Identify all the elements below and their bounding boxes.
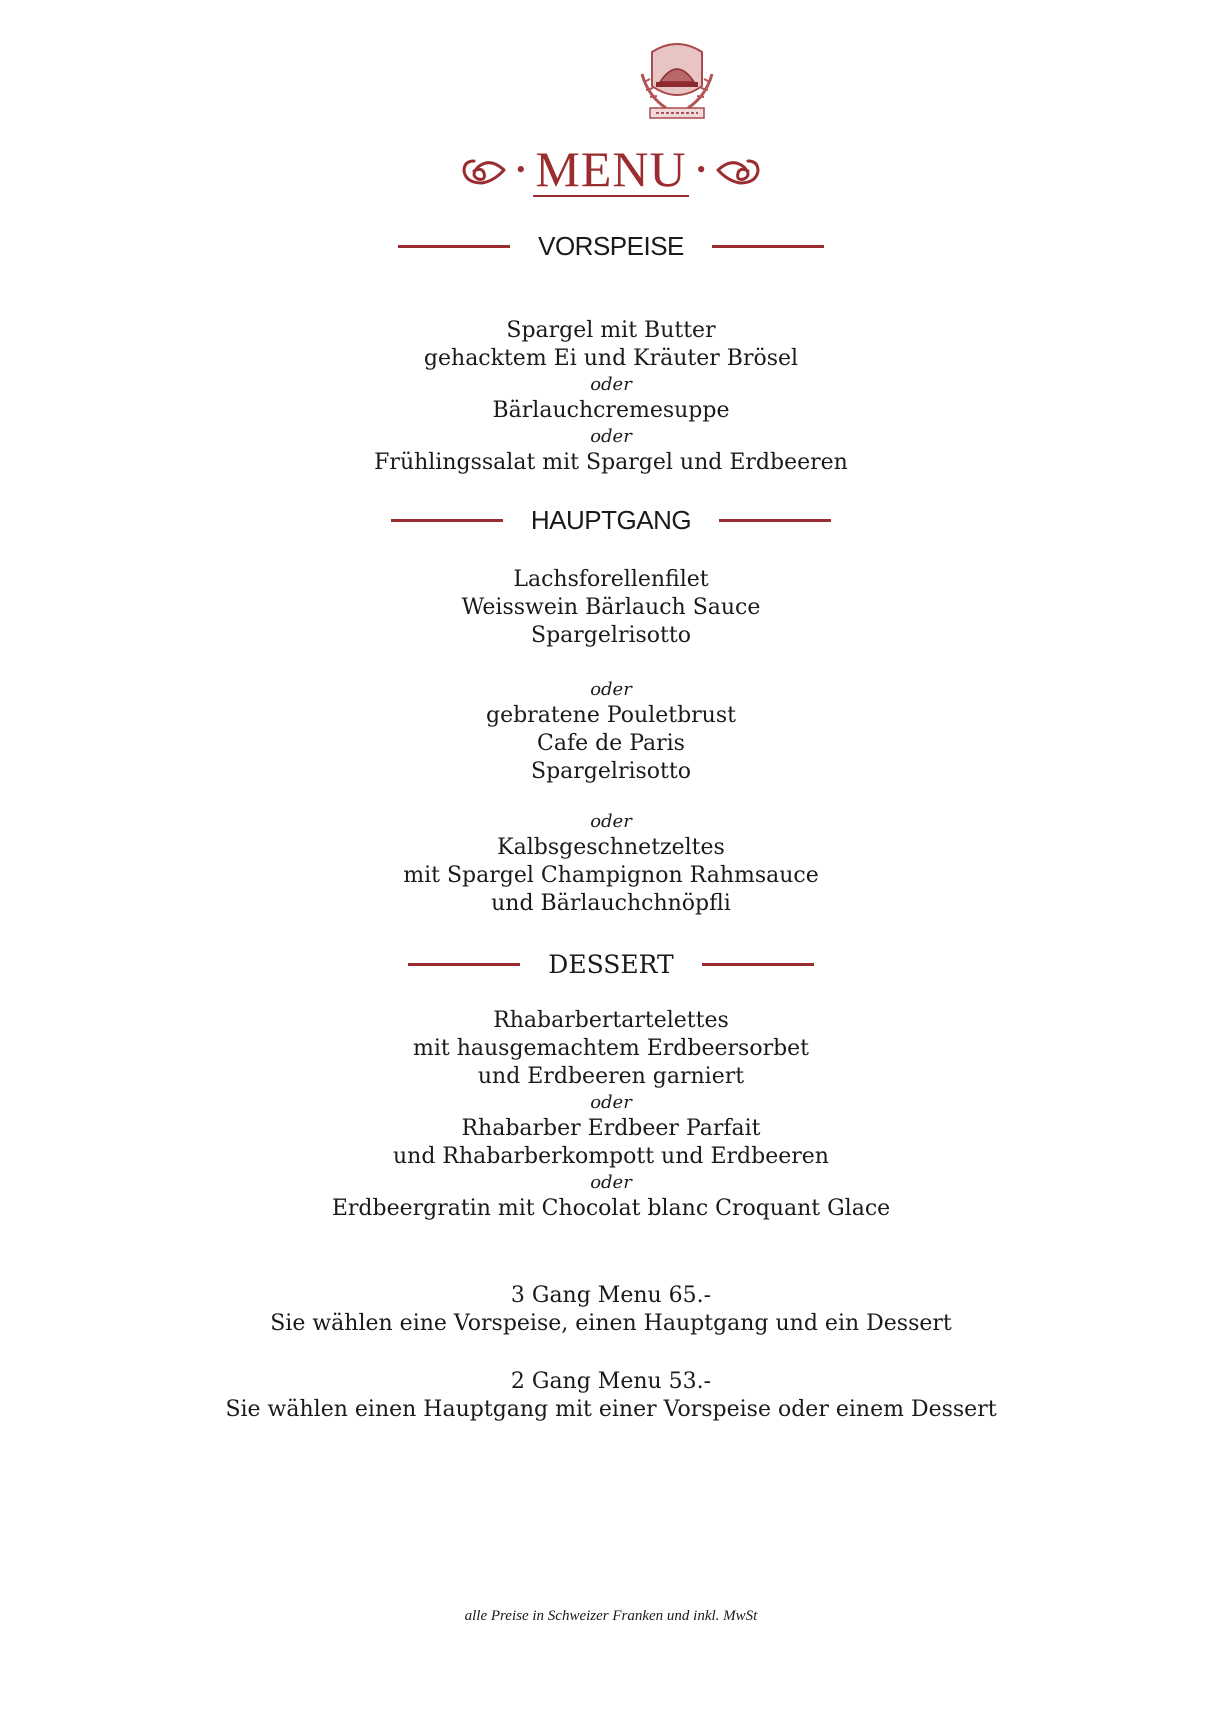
- hauptgang-option-3: [0, 810, 1222, 918]
- or-separator: oder: [590, 1172, 632, 1193]
- dish-line: Spargelrisotto: [531, 759, 691, 784]
- or-separator: oder: [590, 811, 632, 832]
- dish-line: gebratene Pouletbrust: [486, 703, 736, 728]
- divider-rule: [719, 519, 831, 522]
- section-title: DESSERT: [548, 949, 674, 979]
- title-dot-left: •: [516, 155, 526, 184]
- swirl-ornament-right-icon: [714, 153, 762, 187]
- dish-line: Frühlingssalat mit Spargel und Erdbeeren: [374, 450, 848, 475]
- section-heading-hauptgang: [0, 500, 1222, 540]
- dish-line: Cafe de Paris: [537, 731, 685, 756]
- price-description: Sie wählen einen Hauptgang mit einer Vorspeise oder einem Dessert: [225, 1397, 997, 1422]
- dish-line: und Bärlauchchnöpfli: [491, 891, 731, 916]
- dish-line: Spargelrisotto: [531, 623, 691, 648]
- menu-title-row: [0, 140, 1222, 200]
- dish-line: und Rhabarberkompott und Erdbeeren: [393, 1144, 829, 1169]
- divider-rule: [408, 963, 520, 966]
- dessert-list: [0, 1007, 1222, 1223]
- or-separator: oder: [590, 679, 632, 700]
- section-title: HAUPTGANG: [530, 504, 692, 535]
- page-title: MENU: [535, 141, 687, 197]
- or-separator: oder: [590, 1092, 632, 1113]
- section-heading-dessert: [0, 944, 1222, 984]
- dish-line: und Erdbeeren garniert: [477, 1064, 745, 1089]
- price-option-2-gang: [0, 1368, 1222, 1424]
- dish-line: Bärlauchcremesuppe: [492, 398, 730, 423]
- dish-line: Erdbeergratin mit Chocolat blanc Croquant Glace: [331, 1196, 891, 1221]
- dish-line: Rhabarber Erdbeer Parfait: [461, 1116, 761, 1141]
- section-heading-vorspeise: [0, 226, 1222, 266]
- restaurant-crest-logo: [636, 34, 718, 124]
- price-name: 3 Gang Menu 65.-: [510, 1283, 712, 1308]
- dish-line: Lachsforellenfilet: [513, 567, 709, 592]
- section-title: VORSPEISE: [538, 230, 684, 261]
- dish-line: Rhabarbertartelettes: [493, 1008, 729, 1033]
- title-dot-right: •: [696, 155, 706, 184]
- dish-line: Weisswein Bärlauch Sauce: [461, 595, 761, 620]
- or-separator: oder: [590, 374, 632, 395]
- or-separator: oder: [590, 426, 632, 447]
- price-name: 2 Gang Menu 53.-: [510, 1369, 712, 1394]
- divider-rule: [398, 245, 510, 248]
- footer-note: alle Preise in Schweizer Franken und inkl. MwSt: [464, 1608, 758, 1624]
- hauptgang-list: [0, 566, 1222, 650]
- price-description: Sie wählen eine Vorspeise, einen Hauptgang und ein Dessert: [270, 1311, 952, 1336]
- divider-rule: [391, 519, 503, 522]
- dish-line: gehacktem Ei und Kräuter Brösel: [423, 346, 799, 371]
- dish-line: mit Spargel Champignon Rahmsauce: [403, 863, 819, 888]
- divider-rule: [712, 245, 824, 248]
- swirl-ornament-left-icon: [460, 153, 508, 187]
- price-option-3-gang: [0, 1282, 1222, 1338]
- dish-line: Kalbsgeschnetzeltes: [497, 835, 725, 860]
- vorspeise-list: [0, 317, 1222, 477]
- dish-line: mit hausgemachtem Erdbeersorbet: [412, 1036, 810, 1061]
- divider-rule: [702, 963, 814, 966]
- dish-line: Spargel mit Butter: [506, 318, 716, 343]
- hauptgang-option-2: [0, 678, 1222, 786]
